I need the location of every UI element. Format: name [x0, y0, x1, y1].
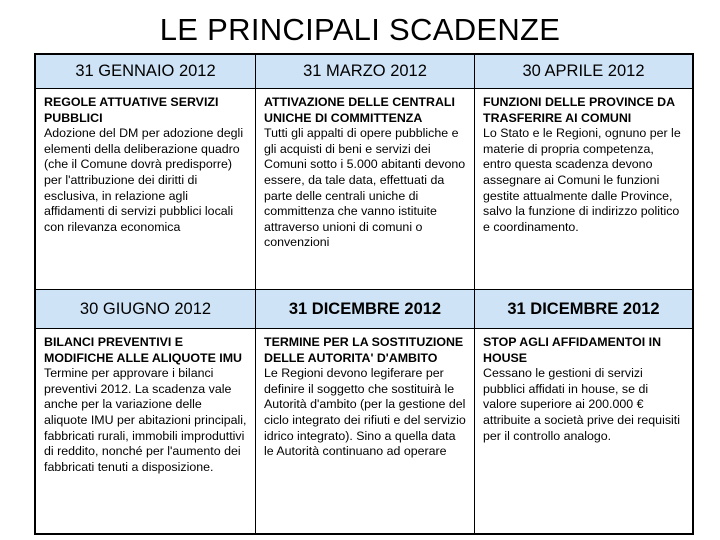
deadline-heading: STOP AGLI AFFIDAMENTOI IN HOUSE	[483, 335, 662, 365]
deadline-description: Adozione del DM per adozione degli elementi della deliberazione quadro (che il Comune dovrà predisporre) per l'attribuzione dei diritti di esclusiva, in relazione agli affidamenti di servizi pubblici locali con rilevanza economica	[44, 126, 244, 234]
deadline-description: Tutti gli appalti di opere pubbliche e gli acquisti di beni e servizi dei Comuni sotto i 5.000 abitanti devono essere, da tale data, effettuati da parte delle centrali uniche di committenza che vanno istituite attraverso unioni di comuni o convenzioni	[264, 126, 466, 250]
page-title: LE PRINCIPALI SCADENZE	[159, 12, 561, 47]
deadline-heading: FUNZIONI DELLE PROVINCE DA TRASFERIRE AI COMUNI	[483, 95, 675, 125]
deadline-date-header: 31 DICEMBRE 2012	[475, 290, 692, 329]
deadline-cell	[256, 329, 475, 533]
deadline-description: Lo Stato e le Regioni, ognuno per le materie di propria competenza, entro questa scadenza devono assegnare ai Comuni le funzioni gestite attualmente dalle Province, salvo la funzione di indirizzo politico e coordinamento.	[483, 126, 681, 234]
deadline-heading: REGOLE ATTUATIVE SERVIZI PUBBLICI	[44, 95, 219, 125]
deadline-cell	[36, 89, 256, 290]
deadline-description: Cessano le gestioni di servizi pubblici affidati in house, se di valore superiore ai 200.000 € attribuite a società prive dei requisiti per il controllo analogo.	[483, 366, 680, 443]
deadline-date-header: 30 APRILE 2012	[475, 55, 692, 89]
deadline-description: Termine per approvare i bilanci preventivi 2012. La scadenza vale anche per la variazione delle aliquote IMU per abitazioni principali, fabbricati rurali, immobili improduttivi di reddito, nonché per l'aumento dei fabbricati tenuti a disposizione.	[44, 366, 247, 474]
deadline-cell	[475, 329, 692, 533]
deadline-cell	[475, 89, 692, 290]
deadline-date-header: 31 GENNAIO 2012	[36, 55, 256, 89]
deadline-heading: BILANCI PREVENTIVI E MODIFICHE ALLE ALIQUOTE IMU	[44, 335, 243, 365]
deadline-heading: TERMINE PER LA SOSTITUZIONE DELLE AUTORITA' D'AMBITO	[264, 335, 464, 365]
deadline-date-header: 31 MARZO 2012	[256, 55, 475, 89]
deadline-description: Le Regioni devono legiferare per definire il soggetto che sostituirà le Autorità d'ambito (per la gestione del ciclo integrato dei rifiuti e del servizio idrico integrato). Sino a quella data le Autorità continuano ad operare	[264, 366, 466, 459]
deadline-cell	[36, 329, 256, 533]
deadline-date-header: 31 DICEMBRE 2012	[256, 290, 475, 329]
deadline-heading: ATTIVAZIONE DELLE CENTRALI UNICHE DI COMMITTENZA	[264, 95, 455, 125]
deadline-cell	[256, 89, 475, 290]
deadlines-table	[34, 53, 694, 535]
deadline-date-header: 30 GIUGNO 2012	[36, 290, 256, 329]
